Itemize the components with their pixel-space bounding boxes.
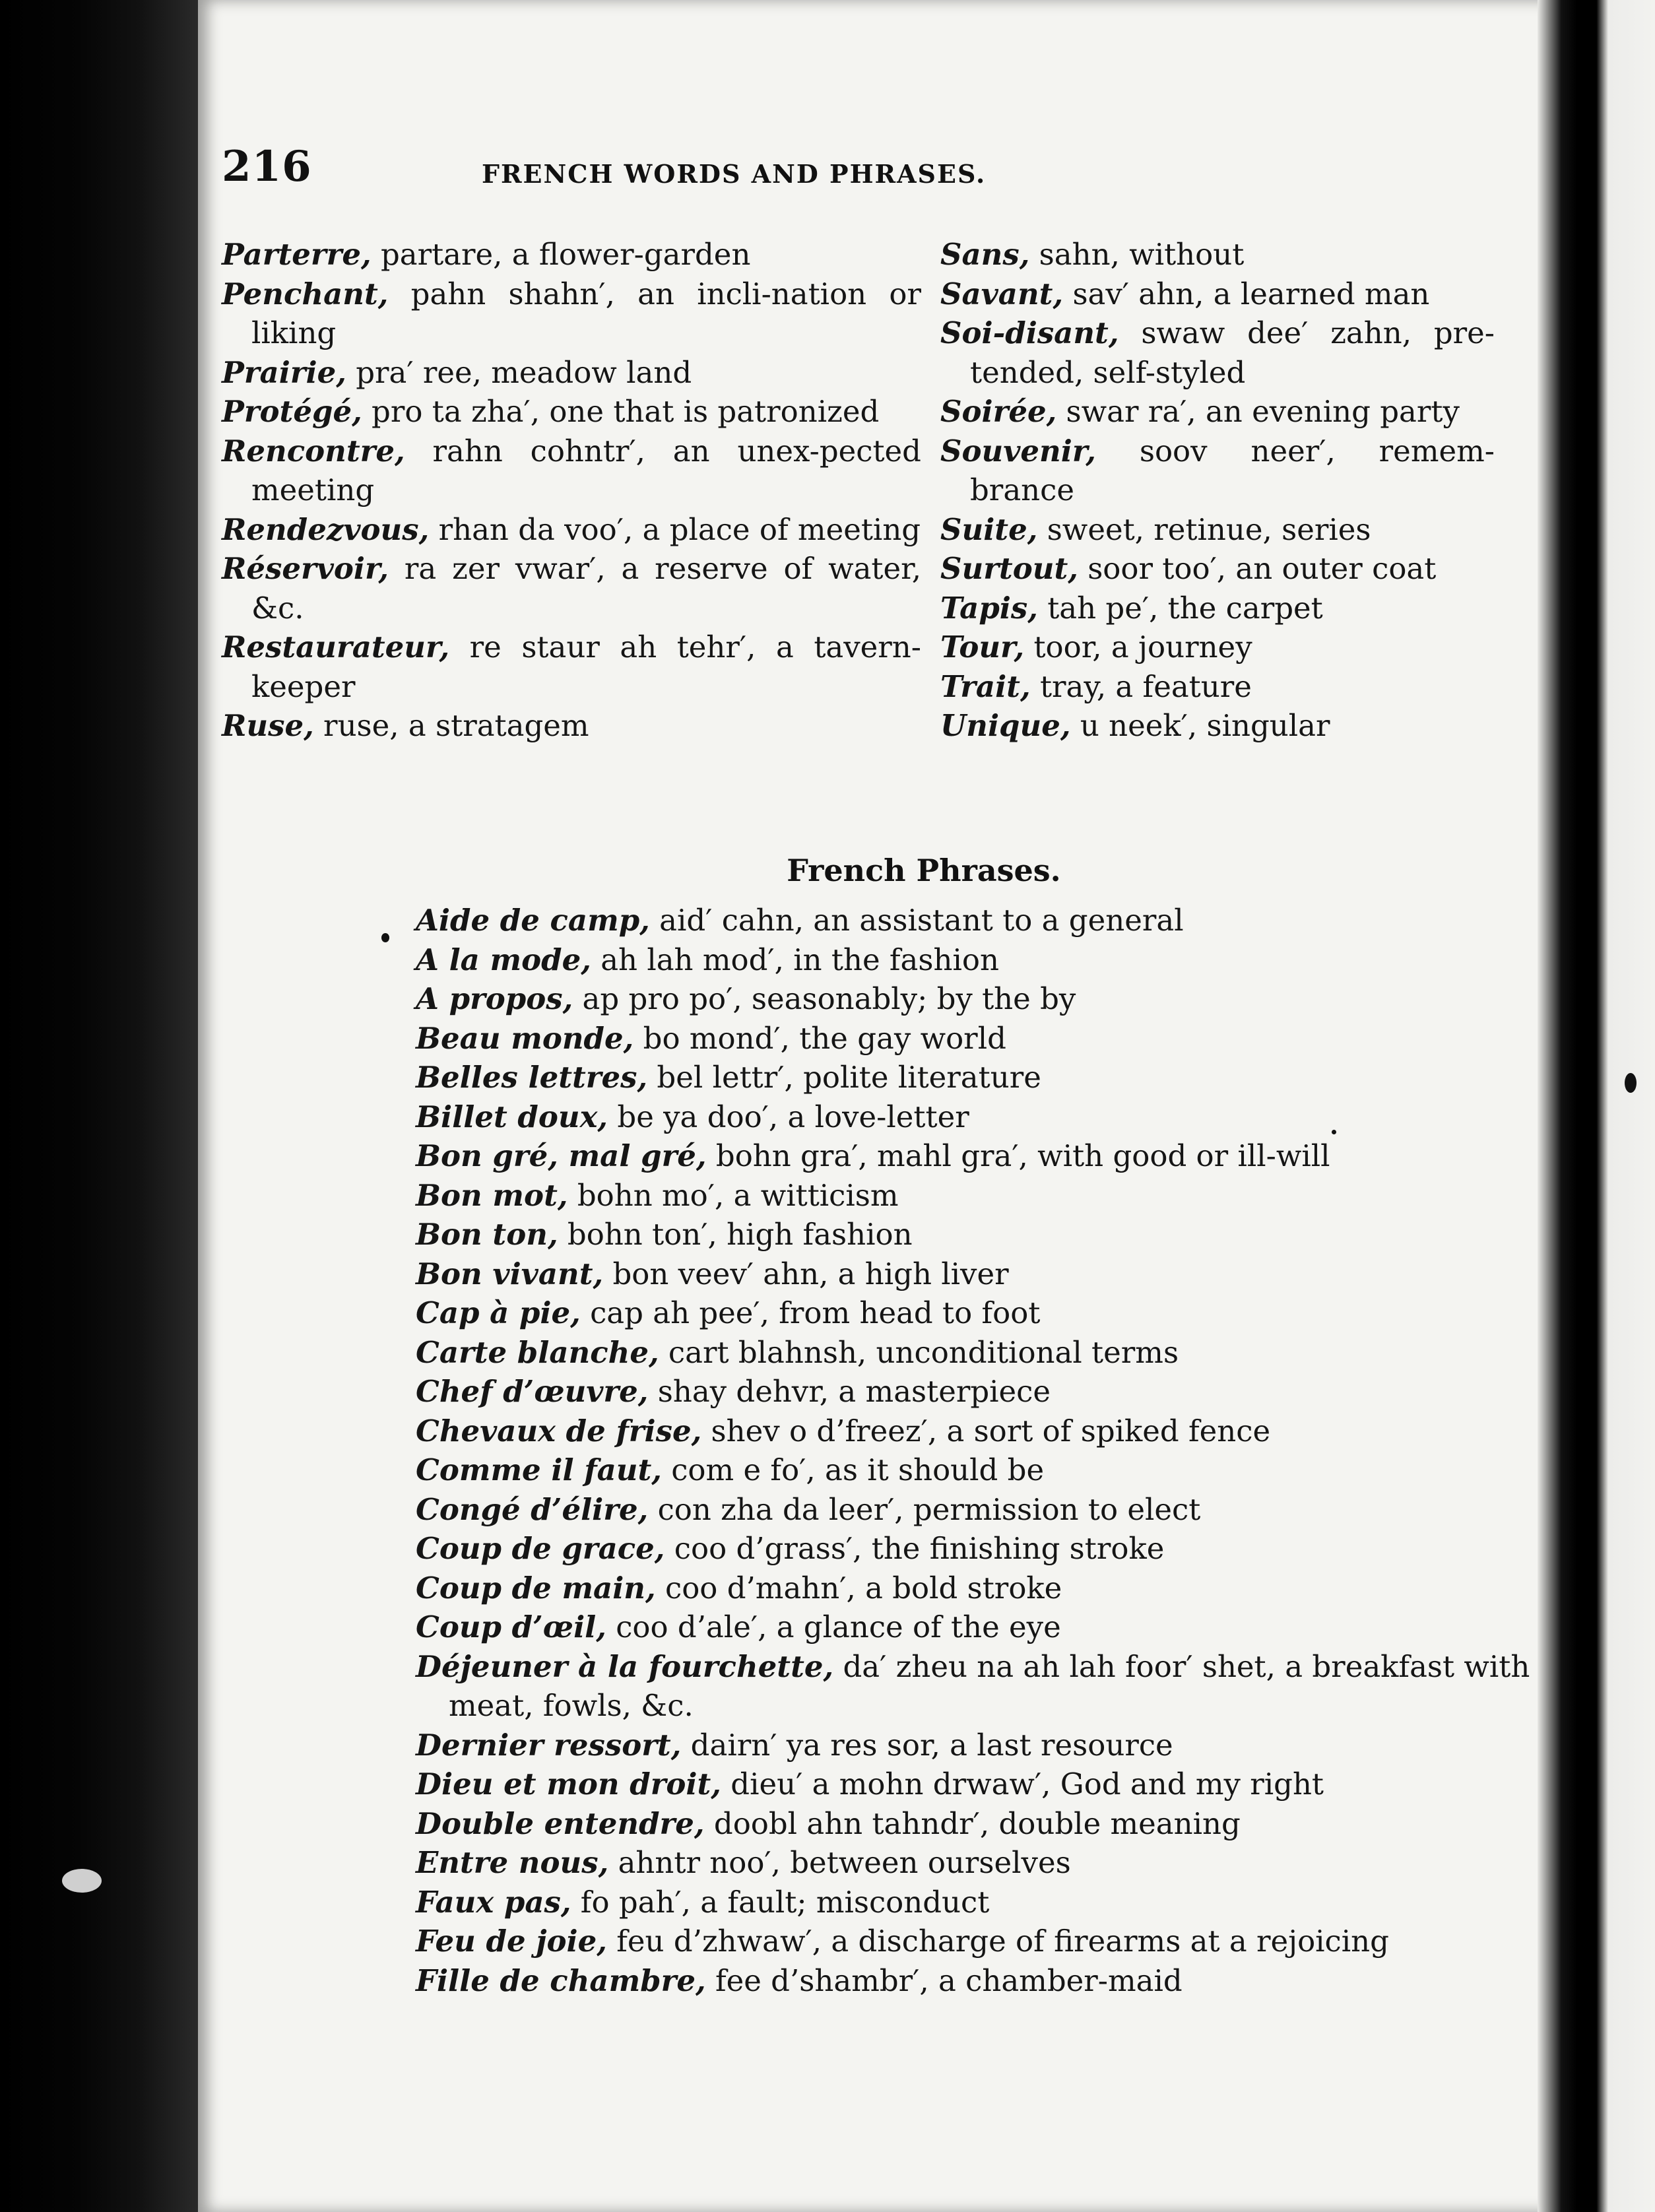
word-term: Réservoir, xyxy=(222,551,389,586)
phrase-definition: shay dehvr, a masterpiece xyxy=(648,1374,1051,1409)
word-entry xyxy=(940,589,1495,628)
phrase-entry xyxy=(416,1804,1551,1844)
word-entry xyxy=(222,392,921,432)
phrase-entry xyxy=(416,940,1551,980)
next-page-edge xyxy=(1577,0,1655,2212)
phrase-term: Feu de joie, xyxy=(416,1924,607,1959)
phrase-definition: bel lettr′, polite literature xyxy=(647,1060,1041,1095)
phrase-entry xyxy=(416,1529,1551,1569)
word-entry xyxy=(222,628,921,706)
phrase-entry xyxy=(416,1058,1551,1097)
word-definition: pra′ ree, meadow land xyxy=(346,354,692,390)
word-entry xyxy=(222,549,921,628)
phrase-term: Congé d’élire, xyxy=(416,1491,649,1527)
phrase-definition: shev o d’freez′, a sort of spiked fence xyxy=(701,1413,1271,1448)
phrase-definition: ah lah mod′, in the fashion xyxy=(591,942,999,977)
word-entry xyxy=(222,432,921,510)
word-definition: swar ra′, an evening party xyxy=(1056,394,1460,429)
word-entry xyxy=(940,706,1495,746)
word-entry xyxy=(940,392,1495,432)
word-definition: partare, a flower-garden xyxy=(371,237,751,272)
phrase-entry xyxy=(416,1490,1551,1530)
page-number: 216 xyxy=(222,142,312,191)
phrase-definition: fee d’shambr′, a chamber-maid xyxy=(705,1963,1183,1998)
word-term: Tapis, xyxy=(940,590,1038,626)
phrase-entry xyxy=(416,1215,1551,1254)
phrase-definition: aid′ cahn, an assistant to a general xyxy=(649,903,1184,938)
phrase-term: A la mode, xyxy=(416,942,591,977)
word-entry xyxy=(222,510,921,550)
phrase-definition: com e fo′, as it should be xyxy=(661,1452,1045,1487)
phrase-term: Coup de main, xyxy=(416,1570,656,1606)
word-term: Ruse, xyxy=(222,708,314,743)
phrase-entry xyxy=(416,901,1551,940)
phrase-entry xyxy=(416,1097,1551,1137)
phrase-definition: bohn mo′, a witticism xyxy=(568,1177,899,1213)
ink-speck xyxy=(381,933,389,942)
word-term: Suite, xyxy=(940,511,1038,547)
word-definition: sweet, retinue, series xyxy=(1037,511,1371,547)
phrase-definition: cap ah pee′, from head to foot xyxy=(580,1295,1041,1330)
phrase-term: Chevaux de frise, xyxy=(416,1413,702,1448)
word-term: Restaurateur, xyxy=(222,630,450,665)
phrase-term: A propos, xyxy=(416,981,573,1016)
phrase-term: Coup de grace, xyxy=(416,1531,665,1566)
word-term: Prairie, xyxy=(222,354,346,390)
word-term: Penchant, xyxy=(222,276,389,311)
phrase-definition: coo d’grass′, the finishing stroke xyxy=(665,1531,1165,1566)
phrase-entry xyxy=(416,1883,1551,1922)
phrase-entry xyxy=(416,1450,1551,1490)
word-term: Protégé, xyxy=(222,394,362,429)
phrase-definition: dairn′ ya res sor, a last resource xyxy=(681,1727,1173,1763)
phrase-definition: bohn gra′, mahl gra′, with good or ill-will xyxy=(706,1138,1330,1173)
word-term: Rendezvous, xyxy=(222,511,430,547)
word-term: Sans, xyxy=(940,237,1030,272)
phrase-entry xyxy=(416,1569,1551,1608)
word-entry xyxy=(940,628,1495,667)
phrase-definition: con zha da leer′, permission to elect xyxy=(648,1491,1201,1527)
phrase-term: Fille de chambre, xyxy=(416,1963,706,1998)
phrase-entry xyxy=(416,1333,1551,1373)
ink-speck xyxy=(1625,1073,1637,1093)
word-term: Savant, xyxy=(940,276,1064,311)
word-term: Souvenir, xyxy=(940,433,1096,469)
word-term: Parterre, xyxy=(222,237,372,272)
phrase-entry xyxy=(416,979,1551,1019)
phrase-entry xyxy=(416,1922,1551,1961)
phrase-definition: be ya doo′, a love-letter xyxy=(608,1099,969,1134)
phrase-term: Bon ton, xyxy=(416,1217,558,1252)
word-entry xyxy=(222,275,921,353)
word-entry xyxy=(940,549,1495,589)
word-term: Rencontre, xyxy=(222,433,405,469)
phrase-term: Dernier ressort, xyxy=(416,1727,682,1763)
phrase-term: Aide de camp, xyxy=(416,903,650,938)
word-definition: pro ta zha′, one that is patronized xyxy=(362,394,880,429)
word-definition: ruse, a stratagem xyxy=(313,708,589,743)
word-definition: soor too′, an outer coat xyxy=(1078,551,1437,586)
word-term: Tour, xyxy=(940,630,1025,665)
phrase-entry xyxy=(416,1843,1551,1883)
word-definition: tray, a feature xyxy=(1030,668,1252,704)
words-column-right xyxy=(940,235,1495,746)
phrase-entry xyxy=(416,1254,1551,1294)
word-definition: rahn cohntr′, an unex-pected meeting xyxy=(251,433,921,507)
word-term: Soirée, xyxy=(940,394,1057,429)
phrase-entry xyxy=(416,1019,1551,1058)
phrase-entry xyxy=(416,1608,1551,1647)
phrase-entry xyxy=(416,1176,1551,1216)
phrase-entry xyxy=(416,1372,1551,1412)
phrase-definition: bohn ton′, high fashion xyxy=(558,1217,913,1252)
phrase-definition: cart blahnsh, unconditional terms xyxy=(659,1334,1179,1370)
word-entry xyxy=(222,706,921,746)
word-entry xyxy=(940,313,1495,392)
word-definition: ra zer vwar′, a reserve of water, &c. xyxy=(251,551,921,626)
word-definition: soov neer′, remem-brance xyxy=(970,433,1495,507)
word-definition: u neek′, singular xyxy=(1070,708,1330,743)
word-entry xyxy=(940,275,1495,314)
running-title: FRENCH WORDS AND PHRASES. xyxy=(482,159,987,189)
phrase-definition: dieu′ a mohn drwaw′, God and my right xyxy=(721,1767,1324,1802)
word-term: Trait, xyxy=(940,668,1031,704)
ink-speck xyxy=(62,1869,102,1893)
word-entry xyxy=(940,667,1495,707)
phrase-term: Entre nous, xyxy=(416,1845,609,1880)
phrase-definition: doobl ahn tahndr′, double meaning xyxy=(704,1805,1241,1841)
phrase-definition: coo d’ale′, a glance of the eye xyxy=(606,1610,1061,1644)
phrases-list xyxy=(416,901,1551,2000)
phrase-term: Coup d’œil, xyxy=(416,1610,606,1644)
phrase-definition: da′ zheu na ah lah foor′ shet, a breakfast with meat, fowls, &c. xyxy=(449,1648,1530,1723)
word-definition: sav′ ahn, a learned man xyxy=(1063,276,1430,311)
word-entry xyxy=(222,235,921,275)
phrase-entry xyxy=(416,1726,1551,1765)
phrase-definition: fo pah′, a fault; misconduct xyxy=(571,1884,990,1920)
word-entry xyxy=(222,353,921,393)
word-term: Surtout, xyxy=(940,551,1078,586)
phrase-definition: feu d’zhwaw′, a discharge of firearms at a rejoicing xyxy=(606,1924,1389,1959)
phrase-entry xyxy=(416,1412,1551,1451)
phrases-heading: French Phrases. xyxy=(787,853,1061,888)
phrase-entry xyxy=(416,1293,1551,1333)
word-definition: tah pe′, the carpet xyxy=(1037,590,1323,626)
phrase-entry xyxy=(416,1961,1551,2001)
phrase-term: Carte blanche, xyxy=(416,1334,659,1370)
phrase-term: Bon gré, mal gré, xyxy=(416,1138,707,1173)
phrase-term: Faux pas, xyxy=(416,1884,571,1920)
phrase-definition: coo d’mahn′, a bold stroke xyxy=(655,1570,1062,1606)
word-definition: re staur ah tehr′, a tavern-keeper xyxy=(251,630,921,704)
phrase-term: Comme il faut, xyxy=(416,1452,662,1487)
word-term: Soi-disant, xyxy=(940,315,1119,350)
phrase-entry xyxy=(416,1765,1551,1804)
phrase-term: Double entendre, xyxy=(416,1805,705,1841)
phrase-term: Cap à pie, xyxy=(416,1295,581,1330)
word-definition: swaw dee′ zahn, pre-tended, self-styled xyxy=(970,315,1495,390)
phrase-term: Bon vivant, xyxy=(416,1256,604,1291)
phrase-term: Bon mot, xyxy=(416,1177,568,1213)
phrase-definition: bo mond′, the gay world xyxy=(633,1020,1006,1056)
phrase-term: Chef d’œuvre, xyxy=(416,1374,649,1409)
word-entry xyxy=(940,235,1495,275)
phrase-term: Belles lettres, xyxy=(416,1060,648,1095)
phrase-term: Déjeuner à la fourchette, xyxy=(416,1648,834,1684)
phrase-term: Beau monde, xyxy=(416,1020,634,1056)
word-definition: rhan da voo′, a place of meeting xyxy=(429,511,921,547)
word-definition: sahn, without xyxy=(1029,237,1245,272)
phrase-term: Dieu et mon droit, xyxy=(416,1767,721,1802)
phrase-term: Billet doux, xyxy=(416,1099,608,1134)
word-term: Unique, xyxy=(940,708,1071,743)
word-definition: toor, a journey xyxy=(1024,630,1252,665)
page-header xyxy=(0,142,1655,191)
phrase-entry xyxy=(416,1136,1551,1176)
phrase-definition: bon veev′ ahn, a high liver xyxy=(603,1256,1009,1291)
word-definition: pahn shahn′, an incli-nation or liking xyxy=(251,276,921,350)
word-entry xyxy=(940,432,1495,510)
phrase-definition: ahntr noo′, between ourselves xyxy=(608,1845,1071,1880)
phrase-entry xyxy=(416,1647,1551,1726)
phrase-definition: ap pro po′, seasonably; by the by xyxy=(573,981,1076,1016)
word-entry xyxy=(940,510,1495,550)
words-column-left xyxy=(222,235,921,746)
